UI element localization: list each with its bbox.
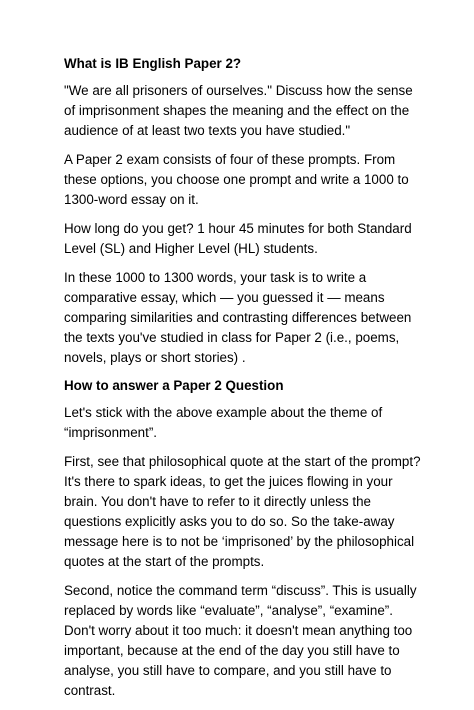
section-heading-what-is-paper-2: What is IB English Paper 2? — [64, 56, 242, 71]
document-body — [64, 55, 424, 710]
paragraph-time-allowed: How long do you get? 1 hour 45 minutes for both Standard Level (SL) and Higher Level (HL) students. — [64, 221, 412, 256]
paragraph-comparative-essay: In these 1000 to 1300 words, your task is to write a comparative essay, which — you guessed it — means comparing similarities and contrasting differences between the texts you've studied in class for Paper 2 (i.e., poems, novels, plays or short stories) . — [64, 270, 412, 365]
section-heading-how-to-answer: How to answer a Paper 2 Question — [64, 378, 284, 393]
paragraph-theme-example: Let's stick with the above example about the theme of “imprisonment”. — [64, 405, 383, 440]
paragraph-command-term: Second, notice the command term “discuss”. This is usually replaced by words like “evaluate”, “analyse”, “examine”. Don't worry about it too much: it doesn't mean anything too important, because at the end of the day you still have to analyse, you still have to compare, and you still have to contrast. — [64, 583, 417, 698]
paragraph-philosophical-quote: First, see that philosophical quote at the start of the prompt? It's there to spark ideas, to get the juices flowing in your brain. You don't have to refer to it directly unless the questions explicitly asks you to do so. So the take-away message here is to not be ‘imprisoned’ by the philosophical quotes at the start of the prompts. — [64, 454, 421, 569]
paragraph-prompt-example: "We are all prisoners of ourselves." Discuss how the sense of imprisonment shapes the meaning and the effect on the audience of at least two texts you have studied." — [64, 83, 413, 138]
paragraph-exam-structure: A Paper 2 exam consists of four of these prompts. From these options, you choose one prompt and write a 1000 to 1300-word essay on it. — [64, 152, 409, 207]
